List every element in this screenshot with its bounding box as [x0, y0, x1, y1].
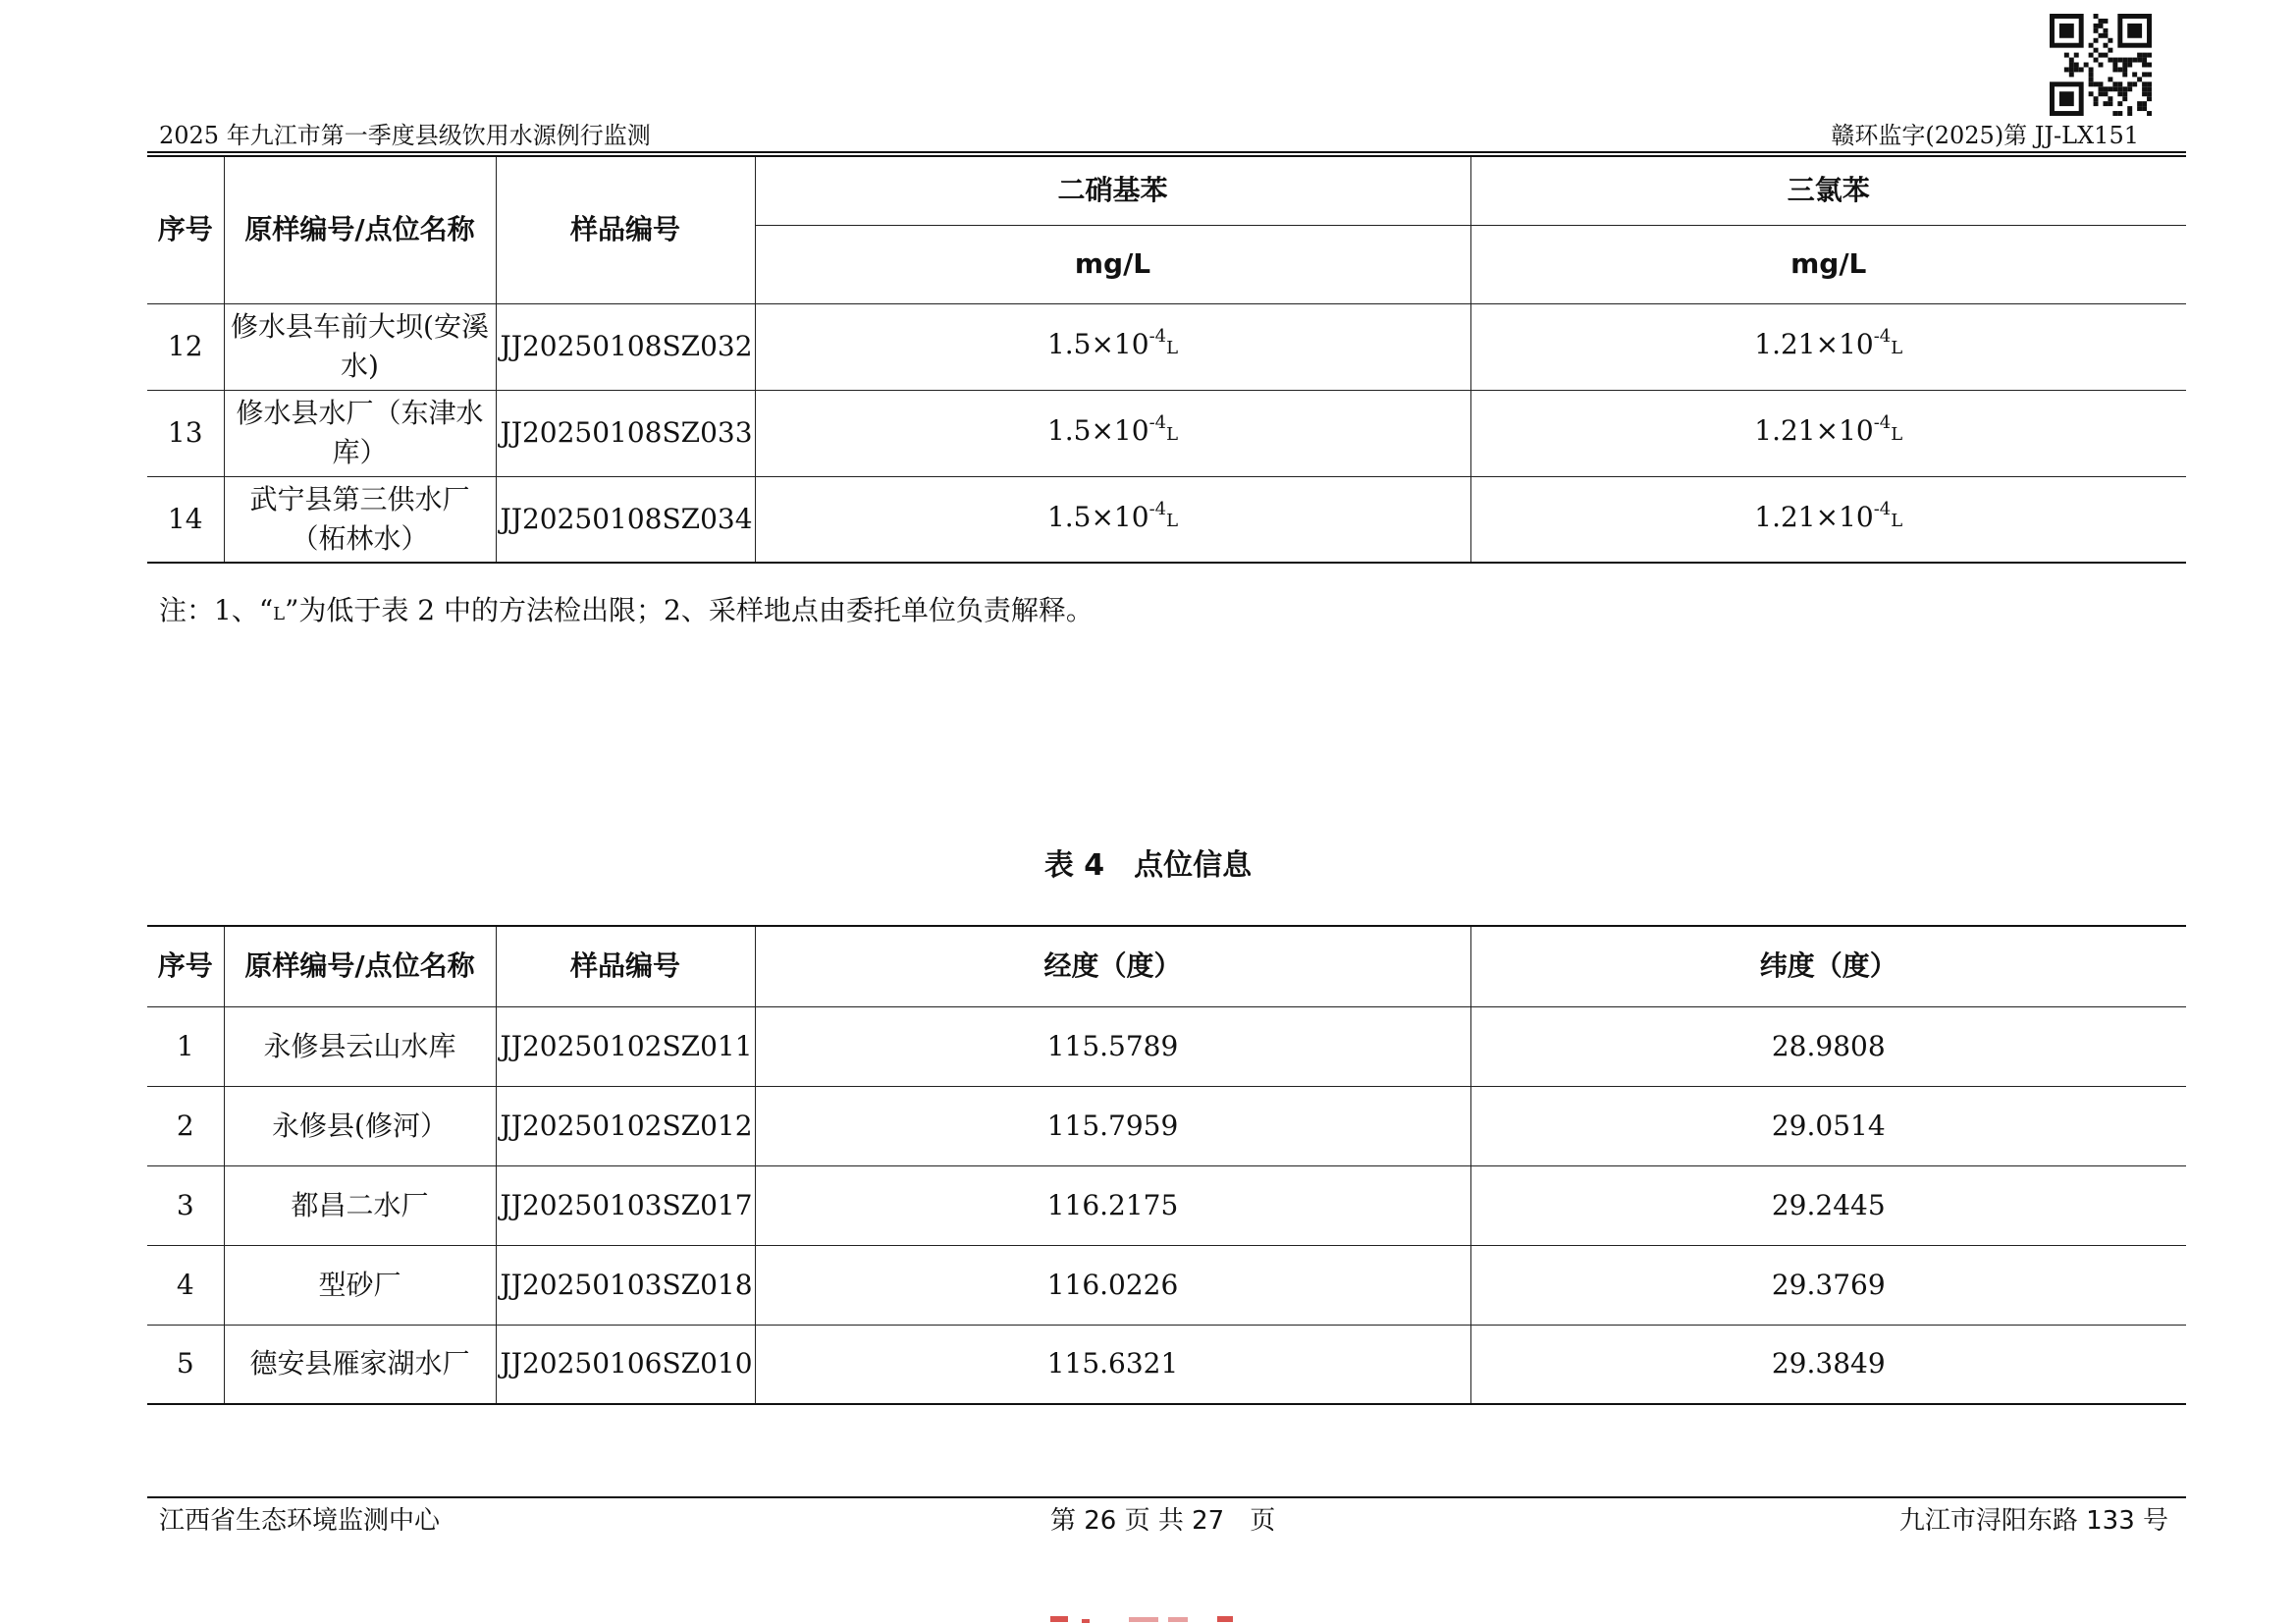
table-row: [147, 1086, 2186, 1165]
cell-station: 永修县云山水库: [224, 1006, 496, 1086]
note-suffix: ”为低于表 2 中的方法检出限；2、采样地点由委托单位负责解释。: [285, 594, 1094, 626]
table-caption: 表 4 点位信息: [1043, 848, 1253, 883]
cell-longitude: 116.0226: [755, 1245, 1470, 1325]
cell-latitude: 29.3769: [1470, 1245, 2186, 1325]
cell-latitude: 29.2445: [1470, 1165, 2186, 1245]
header-report-number: 赣环监字(2025)第 JJ-LX151: [1831, 122, 2139, 149]
cell-seq: 5: [147, 1325, 224, 1404]
cell-station: 德安县雁家湖水厂: [224, 1325, 496, 1404]
note-prefix: 注：1、“: [159, 594, 274, 626]
value-base: 1.5×10: [1046, 500, 1149, 533]
value-exponent: -4: [1148, 498, 1167, 519]
header-sample-id: 样品编号: [496, 156, 755, 303]
value-base: 1.5×10: [1046, 328, 1149, 360]
cell-sample-id: JJ20250108SZ034: [496, 476, 755, 563]
detection-limit-flag: L: [1166, 424, 1179, 445]
cell-sample-id: JJ20250108SZ033: [496, 390, 755, 476]
value-exponent: -4: [1873, 498, 1892, 519]
cell-seq: 12: [147, 303, 224, 390]
results-table: [147, 155, 2186, 564]
table-row: [147, 1245, 2186, 1325]
detection-limit-flag: L: [1166, 510, 1179, 531]
page-number: 第 26 页 共 27 页: [1050, 1506, 1276, 1536]
header-rule: [147, 151, 2186, 153]
table-row: [147, 1325, 2186, 1404]
detection-limit-flag: L: [1891, 424, 1903, 445]
cell-value: [1470, 390, 2186, 476]
header-unit: mg/L: [755, 225, 1470, 303]
cell-seq: 2: [147, 1086, 224, 1165]
header-latitude: 纬度（度）: [1470, 926, 2186, 1006]
value-base: 1.21×10: [1754, 414, 1874, 447]
cell-longitude: 116.2175: [755, 1165, 1470, 1245]
value-exponent: -4: [1148, 326, 1167, 347]
header-title: 2025 年九江市第一季度县级饮用水源例行监测: [159, 122, 651, 149]
cell-station: 武宁县第三供水厂（柘林水）: [224, 476, 496, 563]
header-station: 原样编号/点位名称: [224, 926, 496, 1006]
cell-longitude: 115.7959: [755, 1086, 1470, 1165]
header-trichlorobenzene: 三氯苯: [1470, 156, 2186, 225]
table-row: [147, 1006, 2186, 1086]
cell-seq: 4: [147, 1245, 224, 1325]
table-row: [147, 390, 2186, 476]
cell-latitude: 29.0514: [1470, 1086, 2186, 1165]
cell-station: 永修县(修河）: [224, 1086, 496, 1165]
value-exponent: -4: [1873, 326, 1892, 347]
value-base: 1.21×10: [1754, 328, 1874, 360]
header-dinitrobenzene: 二硝基苯: [755, 156, 1470, 225]
seal-stamp-icon: [1021, 1610, 1276, 1624]
table-note: [159, 589, 1094, 628]
header-sample-id: 样品编号: [496, 926, 755, 1006]
cell-value: [755, 303, 1470, 390]
cell-value: [1470, 476, 2186, 563]
header-seq: 序号: [147, 156, 224, 303]
cell-sample-id: JJ20250108SZ032: [496, 303, 755, 390]
cell-station: 修水县车前大坝(安溪水): [224, 303, 496, 390]
qr-code-icon: [2050, 14, 2152, 116]
note-flag: L: [273, 604, 286, 624]
cell-sample-id: JJ20250103SZ018: [496, 1245, 755, 1325]
header-seq: 序号: [147, 926, 224, 1006]
header-station: 原样编号/点位名称: [224, 156, 496, 303]
detection-limit-flag: L: [1891, 510, 1903, 531]
footer-address: 九江市浔阳东路 133 号: [1898, 1506, 2168, 1536]
value-exponent: -4: [1873, 412, 1892, 433]
cell-sample-id: JJ20250103SZ017: [496, 1165, 755, 1245]
table-row: [147, 303, 2186, 390]
cell-value: [1470, 303, 2186, 390]
cell-latitude: 29.3849: [1470, 1325, 2186, 1404]
table-row: [147, 476, 2186, 563]
footer-rule: [147, 1496, 2186, 1498]
cell-seq: 1: [147, 1006, 224, 1086]
cell-seq: 3: [147, 1165, 224, 1245]
header-unit: mg/L: [1470, 225, 2186, 303]
detection-limit-flag: L: [1891, 338, 1903, 358]
footer-organization: 江西省生态环境监测中心: [159, 1506, 441, 1536]
cell-seq: 13: [147, 390, 224, 476]
cell-seq: 14: [147, 476, 224, 563]
cell-value: [755, 390, 1470, 476]
value-base: 1.5×10: [1046, 414, 1149, 447]
value-exponent: -4: [1148, 412, 1167, 433]
cell-station: 修水县水厂（东津水库）: [224, 390, 496, 476]
cell-sample-id: JJ20250102SZ011: [496, 1006, 755, 1086]
cell-value: [755, 476, 1470, 563]
detection-limit-flag: L: [1166, 338, 1179, 358]
table-row: [147, 1165, 2186, 1245]
cell-sample-id: JJ20250102SZ012: [496, 1086, 755, 1165]
cell-station: 型砂厂: [224, 1245, 496, 1325]
cell-latitude: 28.9808: [1470, 1006, 2186, 1086]
value-base: 1.21×10: [1754, 500, 1874, 533]
cell-station: 都昌二水厂: [224, 1165, 496, 1245]
cell-longitude: 115.5789: [755, 1006, 1470, 1086]
location-table: [147, 925, 2186, 1405]
header-longitude: 经度（度）: [755, 926, 1470, 1006]
cell-longitude: 115.6321: [755, 1325, 1470, 1404]
cell-sample-id: JJ20250106SZ010: [496, 1325, 755, 1404]
